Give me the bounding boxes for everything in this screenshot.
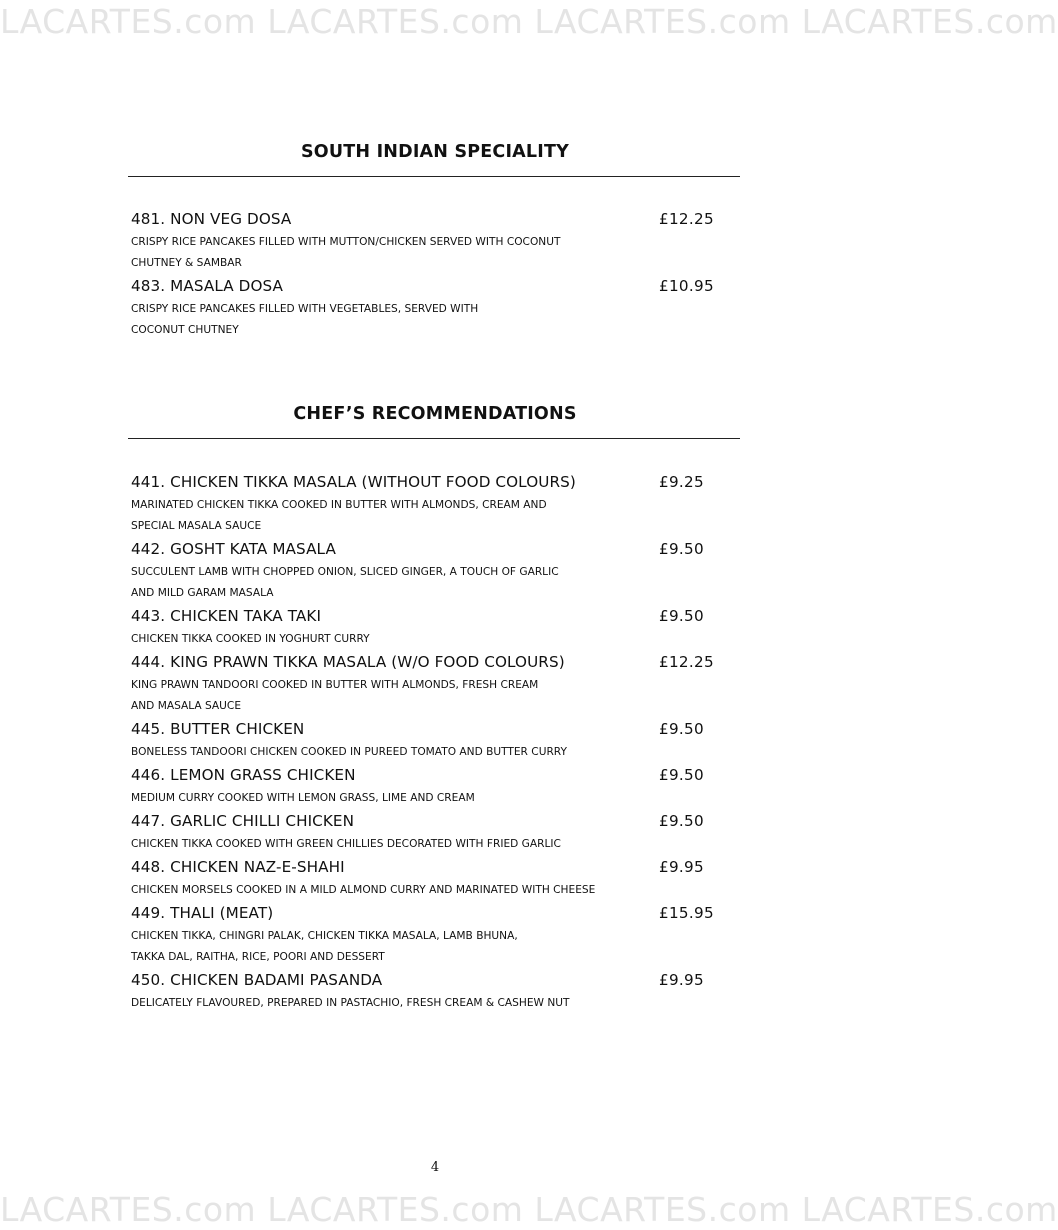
menu-item-description-line: AND MILD GARAM MASALA [131,587,274,599]
menu-item [131,650,731,717]
menu-item-name: 449. THALI (MEAT) [131,904,274,922]
menu-item [131,901,731,968]
menu-item-price: £10.95 [659,277,714,295]
menu-item-price: £12.25 [659,653,714,671]
menu-item [131,470,731,537]
menu-item-name: 447. GARLIC CHILLI CHICKEN [131,812,355,830]
page-number: 4 [430,1160,440,1175]
watermark-bottom: LACARTES.com LACARTES.com LACARTES.com LACARTES.com [0,1190,1058,1229]
watermark-top: LACARTES.com LACARTES.com LACARTES.com LACARTES.com [0,2,1058,41]
menu-item [131,763,731,809]
menu-item-description [131,495,731,537]
menu-item-description-line: SUCCULENT LAMB WITH CHOPPED ONION, SLICED GINGER, A TOUCH OF GARLIC [131,566,559,578]
menu-item-price: £9.50 [659,720,704,738]
menu-item [131,274,731,341]
menu-item-description [131,299,731,341]
menu-item [131,968,731,1014]
menu-item-name: 483. MASALA DOSA [131,277,284,295]
menu-list-chefs-recommendations [131,470,731,1014]
menu-item [131,717,731,763]
menu-item-price: £9.50 [659,766,704,784]
menu-item-name: 445. BUTTER CHICKEN [131,720,305,738]
menu-item-header [131,207,731,232]
menu-item-description [131,926,731,968]
menu-item-header [131,855,731,880]
menu-item-description-line: CHICKEN TIKKA, CHINGRI PALAK, CHICKEN TIKKA MASALA, LAMB BHUNA, [131,930,518,942]
menu-item-description-line: CHUTNEY & SAMBAR [131,257,242,269]
menu-item-price: £9.50 [659,812,704,830]
menu-item-description [131,675,731,717]
menu-item-price: £9.25 [659,473,704,491]
menu-item-name: 444. KING PRAWN TIKKA MASALA (W/O FOOD COLOURS) [131,653,565,671]
menu-item-price: £9.95 [659,971,704,989]
menu-item-name: 450. CHICKEN BADAMI PASANDA [131,971,383,989]
menu-item-name: 446. LEMON GRASS CHICKEN [131,766,356,784]
menu-item-description [131,993,731,1014]
section-divider [128,176,740,177]
menu-item-description-line: CHICKEN TIKKA COOKED IN YOGHURT CURRY [131,633,370,645]
menu-item [131,537,731,604]
section-title-south-indian: SOUTH INDIAN SPECIALITY [301,142,569,162]
menu-item-price: £9.95 [659,858,704,876]
menu-item-header [131,604,731,629]
menu-item-description-line: MARINATED CHICKEN TIKKA COOKED IN BUTTER WITH ALMONDS, CREAM AND [131,499,547,511]
menu-item-header [131,650,731,675]
menu-item [131,809,731,855]
menu-item-description-line: TAKKA DAL, RAITHA, RICE, POORI AND DESSERT [131,951,385,963]
menu-item-description-line: MEDIUM CURRY COOKED WITH LEMON GRASS, LIME AND CREAM [131,792,475,804]
menu-item-description [131,834,731,855]
menu-item-name: 441. CHICKEN TIKKA MASALA (WITHOUT FOOD COLOURS) [131,473,576,491]
menu-item-description-line: SPECIAL MASALA SAUCE [131,520,262,532]
menu-item-name: 443. CHICKEN TAKA TAKI [131,607,322,625]
menu-item-name: 481. NON VEG DOSA [131,210,292,228]
menu-item-price: £9.50 [659,607,704,625]
menu-item-description-line: AND MASALA SAUCE [131,700,242,712]
menu-list-south-indian [131,207,731,341]
menu-item-description [131,232,731,274]
menu-item-header [131,537,731,562]
menu-item-name: 448. CHICKEN NAZ-E-SHAHI [131,858,345,876]
menu-item-description-line: CRISPY RICE PANCAKES FILLED WITH VEGETABLES, SERVED WITH [131,303,479,315]
menu-item-description [131,742,731,763]
menu-item-header [131,968,731,993]
menu-item [131,604,731,650]
menu-item-description [131,562,731,604]
menu-item-description-line: BONELESS TANDOORI CHICKEN COOKED IN PUREED TOMATO AND BUTTER CURRY [131,746,567,758]
menu-item-description-line: CHICKEN MORSELS COOKED IN A MILD ALMOND CURRY AND MARINATED WITH CHEESE [131,884,596,896]
menu-item-description-line: DELICATELY FLAVOURED, PREPARED IN PASTACHIO, FRESH CREAM & CASHEW NUT [131,997,570,1009]
menu-item-price: £15.95 [659,904,714,922]
menu-item-header [131,901,731,926]
menu-item-header [131,717,731,742]
menu-item-description-line: CRISPY RICE PANCAKES FILLED WITH MUTTON/CHICKEN SERVED WITH COCONUT [131,236,561,248]
menu-item-name: 442. GOSHT KATA MASALA [131,540,336,558]
menu-item-header [131,470,731,495]
menu-item-description-line: COCONUT CHUTNEY [131,324,239,336]
menu-item [131,207,731,274]
menu-item-header [131,763,731,788]
menu-item-description [131,788,731,809]
menu-item-header [131,274,731,299]
menu-item-price: £9.50 [659,540,704,558]
section-title-chefs-recommendations: CHEF’S RECOMMENDATIONS [293,404,577,424]
menu-item-price: £12.25 [659,210,714,228]
menu-item-description [131,629,731,650]
menu-item [131,855,731,901]
menu-item-description-line: CHICKEN TIKKA COOKED WITH GREEN CHILLIES DECORATED WITH FRIED GARLIC [131,838,561,850]
section-divider [128,438,740,439]
menu-item-header [131,809,731,834]
menu-item-description [131,880,731,901]
menu-item-description-line: KING PRAWN TANDOORI COOKED IN BUTTER WITH ALMONDS, FRESH CREAM [131,679,539,691]
